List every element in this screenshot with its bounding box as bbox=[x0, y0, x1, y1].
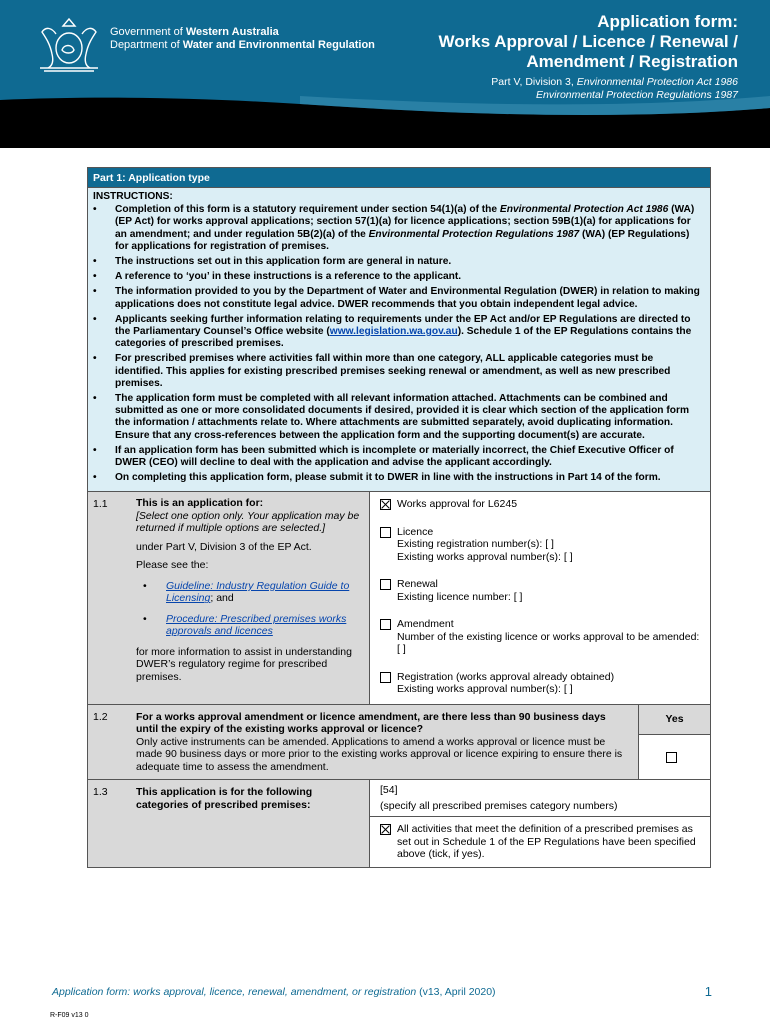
option-licence[interactable]: Licence Existing registration number(s): [ ] Existing works approval number(s): [ ] bbox=[380, 526, 702, 564]
wa-crest-icon bbox=[32, 14, 106, 72]
checkbox-checked[interactable] bbox=[380, 824, 391, 835]
category-answer bbox=[369, 780, 710, 867]
question-1-3 bbox=[88, 780, 710, 867]
form-code: R-F09 v13 0 bbox=[50, 1012, 89, 1019]
question-1-1-prompt: This is an application for: [Select one option only. Your application may be returned if multiple options are selected.] under Part V, Division 3 of the EP Act. Please see the: • Guideline: Industry Regulation Guide to Licensing; and • Procedure: Prescribed premises works approvals and licences for more information to assist in understanding DWER’s regulatory regime for prescribed premises. bbox=[136, 492, 369, 704]
guideline-link[interactable]: Guideline: Industry Regulation Guide to Licensing bbox=[166, 579, 350, 605]
question-number: 1.2 bbox=[88, 705, 136, 780]
option-renewal[interactable]: Renewal Existing licence number: [ ] bbox=[380, 578, 702, 603]
option-amendment[interactable]: Amendment Number of the existing licence or works approval to be amended: [ ] bbox=[380, 618, 702, 656]
option-works-approval[interactable]: Works approval for L6245 bbox=[380, 498, 702, 511]
question-1-2 bbox=[88, 705, 710, 781]
footer-title: Application form: works approval, licence, renewal, amendment, or registration (v13, April 2020) bbox=[52, 986, 496, 998]
page-number: 1 bbox=[704, 984, 712, 999]
instructions-label: INSTRUCTIONS: bbox=[93, 191, 173, 202]
application-type-options bbox=[369, 492, 710, 704]
instruction-item: • Completion of this form is a statutory requirement under section 54(1)(a) of the Environmental Protection Act 1986 (WA) (EP Act) for works approval applications; section 57(1)(a) for licence applications; section 59B(1)(a) for applications for an amendment; and under regulation 5B(2)(a) of the Environmental Protection Regulations 1987 (WA) (EP Regulations) for applications for registration of premises. bbox=[93, 204, 704, 253]
checkbox[interactable] bbox=[380, 619, 391, 630]
yes-column bbox=[638, 705, 710, 780]
question-1-3-prompt: This application is for the following categories of prescribed premises: bbox=[136, 780, 369, 867]
instruction-item: • A reference to ‘you’ in these instructions is a reference to the applicant. bbox=[93, 271, 704, 283]
form-title: Application form: Works Approval / Licence / Renewal / Amendment / Registration Part V, Division 3, Environmental Protection Act 1986 Environmental Protection Regulations 1987 bbox=[438, 12, 738, 101]
instruction-item: • If an application form has been submitted which is incomplete or materially incorrect, the Chief Executive Officer of DWER (CEO) will decline to deal with the application and advise the applicant accordingly. bbox=[93, 445, 704, 469]
application-form bbox=[87, 167, 711, 868]
option-registration[interactable]: Registration (works approval already obtained) Existing works approval number(s): [ ] bbox=[380, 671, 702, 696]
question-1-2-prompt: For a works approval amendment or licence amendment, are there less than 90 business days until the expiry of the existing works approval or licence? Only active instruments can be amended. Applications to amend a works approval or licence must be made 90 business days or more prior to the existing works approval or licence expiring to ensure there is adequate time to assess the amendment. bbox=[136, 705, 638, 780]
instruction-item: • On completing this application form, please submit it to DWER in line with the instructions in Part 14 of the form. bbox=[93, 472, 704, 484]
instructions-list bbox=[93, 204, 704, 484]
question-number: 1.3 bbox=[88, 780, 136, 867]
instructions-panel bbox=[88, 188, 710, 492]
yes-checkbox[interactable] bbox=[666, 752, 677, 763]
department-name: Government of Western Australia Department of Water and Environmental Regulation bbox=[110, 26, 375, 51]
category-hint: (specify all prescribed premises category numbers) bbox=[380, 799, 618, 812]
instruction-item: • The information provided to you by the Department of Water and Environmental Regulation (DWER) in relation to making applications does not constitute legal advice. DWER recommends that you obtain independent legal advice. bbox=[93, 286, 704, 310]
checkbox[interactable] bbox=[380, 527, 391, 538]
legislation-link[interactable]: www.legislation.wa.gov.au bbox=[329, 326, 458, 338]
part1-heading: Part 1: Application type bbox=[88, 168, 710, 188]
procedure-link[interactable]: Procedure: Prescribed premises works approvals and licences bbox=[166, 612, 347, 638]
instruction-item: • The instructions set out in this application form are general in nature. bbox=[93, 256, 704, 268]
question-1-1 bbox=[88, 492, 710, 705]
category-confirm[interactable]: All activities that meet the definition of a prescribed premises as set out in Schedule 1 of the EP Regulations have been specified above (tick, if yes). bbox=[370, 817, 710, 867]
instruction-item: • For prescribed premises where activities fall within more than one category, ALL applicable categories must be identified. This applies for existing prescribed premises seeking renewal or amendment, as well as new prescribed premises. bbox=[93, 353, 704, 390]
category-input[interactable]: [54] bbox=[380, 784, 398, 797]
instruction-item: • Applicants seeking further information relating to requirements under the EP Act and/or EP Regulations are directed to the Parliamentary Counsel’s Office website (www.legislation.wa.gov.au). Schedule 1 of the EP Regulations contains the categories of prescribed premises. bbox=[93, 314, 704, 351]
yes-header: Yes bbox=[639, 705, 710, 735]
checkbox[interactable] bbox=[380, 672, 391, 683]
instruction-item: • The application form must be completed with all relevant information attached. Attachments can be combined and submitted as one or more consolidated documents if desired, provided it is clear which section of the application form the information / attachments relate to. Where attachments are submitted separately, avoid duplicating information. Ensure that any cross-references between the application form and the supporting document(s) are accurate. bbox=[93, 393, 704, 442]
checkbox[interactable] bbox=[380, 579, 391, 590]
question-number: 1.1 bbox=[88, 492, 136, 704]
checkbox-checked[interactable] bbox=[380, 499, 391, 510]
page-header bbox=[0, 0, 770, 148]
